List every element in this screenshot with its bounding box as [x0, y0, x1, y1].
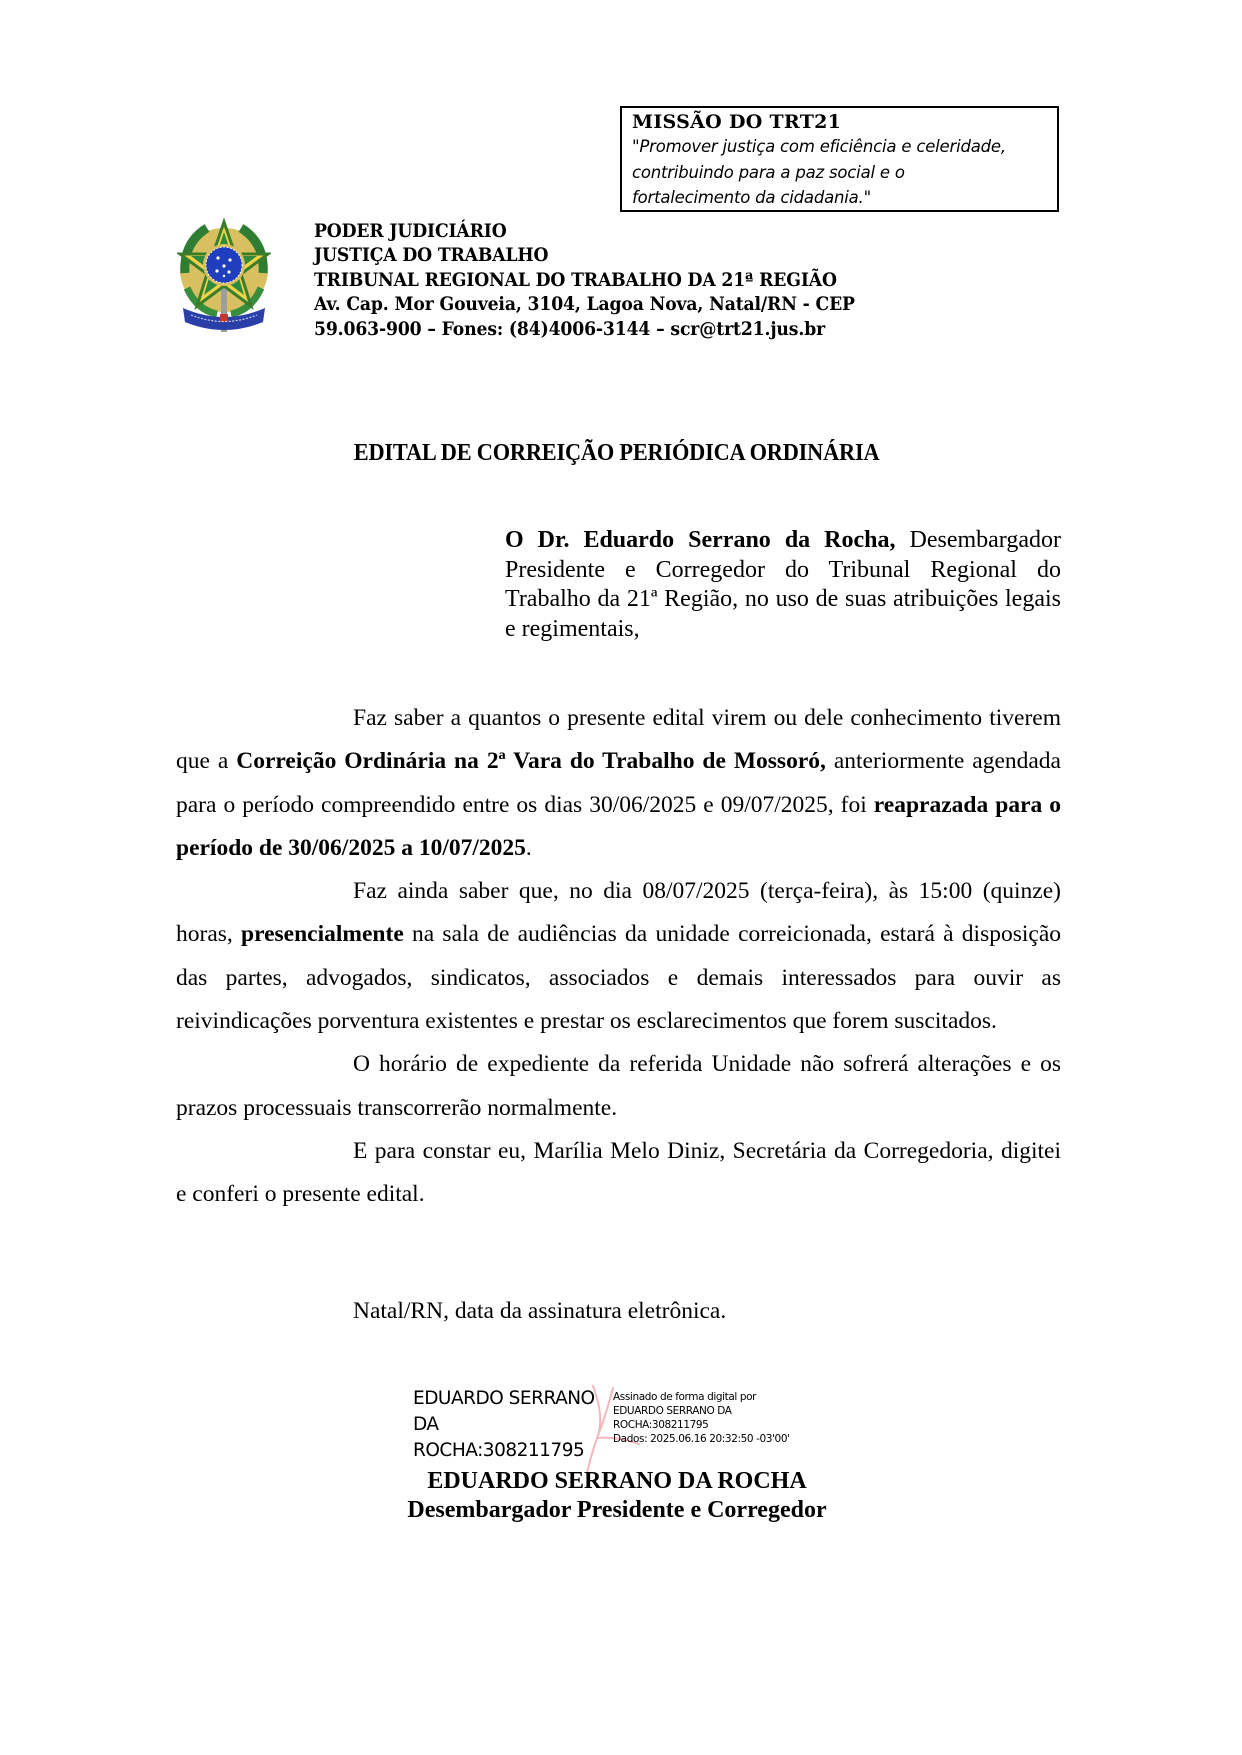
header-line: JUSTIÇA DO TRABALHO [314, 245, 549, 267]
digital-signature-name [413, 1386, 603, 1464]
paragraph-text: anteriormente agendada para o período compreendido entre os dias 30/06/2025 e 09/07/2025, foi [176, 748, 1061, 818]
paragraph-bold: reaprazada para o período de 30/06/2025 a 10/07/2025 [176, 791, 1062, 861]
signature-detail-line: Assinado de forma digital por [613, 1391, 757, 1403]
body-text [176, 697, 1061, 1217]
paragraph-text: Faz ainda saber que, no dia 08/07/2025 (terça-feira), às 15:00 (quinze) horas, [176, 878, 1061, 948]
signature-detail-line: Dados: 2025.06.16 20:32:50 -03'00' [613, 1433, 790, 1445]
mission-text [632, 134, 1052, 211]
mission-box [620, 106, 1059, 212]
paragraph: O horário de expediente da referida Unidade não sofrerá alterações e os prazos processuais transcorrerão normalmente. [176, 1051, 1061, 1121]
document-title-text: EDITAL DE CORREIÇÃO PERIÓDICA ORDINÁRIA [354, 440, 880, 466]
signature-name-line: DA [413, 1414, 439, 1435]
header-line: 59.063-900 – Fones: (84)4006-3144 – scr@trt21.jus.br [314, 318, 826, 340]
header-line: PODER JUDICIÁRIO [314, 221, 507, 242]
document-title [0, 440, 1242, 467]
signature-name-line: EDUARDO SERRANO [413, 1388, 595, 1409]
mission-line: "Promover justiça com eficiência e celeridade, [632, 137, 1006, 156]
header-line: TRIBUNAL REGIONAL DO TRABALHO DA 21ª REGIÃO [314, 269, 837, 291]
header-line: Av. Cap. Mor Gouveia, 3104, Lagoa Nova, Natal/RN - CEP [314, 294, 855, 316]
preamble-bold: O Dr. Eduardo Serrano da Rocha, [505, 527, 896, 553]
mission-title: MISSÃO DO TRT21 [632, 111, 842, 133]
signature-detail-line: EDUARDO SERRANO DA [613, 1405, 732, 1417]
paragraph: E para constar eu, Marília Melo Diniz, Secretária da Corregedoria, digitei e conferi o presente edital. [176, 1137, 1061, 1208]
mission-line: contribuindo para a paz social e o [632, 162, 905, 182]
signer-name: EDUARDO SERRANO DA ROCHA [427, 1468, 807, 1494]
paragraph-bold: presencialmente [241, 921, 404, 948]
paragraph [176, 697, 1061, 870]
mission-line: fortalecimento da cidadania." [632, 188, 871, 207]
signature-detail-line: ROCHA:308211795 [613, 1419, 709, 1431]
paragraph [176, 870, 1061, 1043]
preamble-text: Desembargador Presidente e Corregedor do Tribunal Regional do Trabalho da 21ª Região, no uso de suas atribuições legais e regimentais, [505, 527, 1062, 642]
paragraph-text: . [525, 834, 532, 861]
paragraph-text: na sala de audiências da unidade correicionada, estará à disposição das partes, advogados, sindicatos, associados e demais interessados para ouvir as reivindicações porventura existentes e prestar os esclarecimentos que forem suscitados. [176, 921, 1062, 1035]
signer-role: Desembargador Presidente e Corregedor [407, 1497, 827, 1523]
institution-header [314, 220, 896, 342]
paragraph-text: Faz saber a quantos o presente edital virem ou dele conhecimento tiverem que a [176, 705, 1061, 775]
closing-place-date: Natal/RN, data da assinatura eletrônica. [353, 1298, 727, 1324]
signature-name-line: ROCHA:308211795 [413, 1440, 585, 1461]
signer-block [0, 1467, 1242, 1525]
digital-signature-details [613, 1390, 790, 1446]
coat-of-arms-icon [177, 218, 271, 342]
paragraph-bold: Correição Ordinária na 2ª Vara do Trabalho de Mossoró, [236, 748, 826, 775]
preamble [505, 526, 1061, 644]
